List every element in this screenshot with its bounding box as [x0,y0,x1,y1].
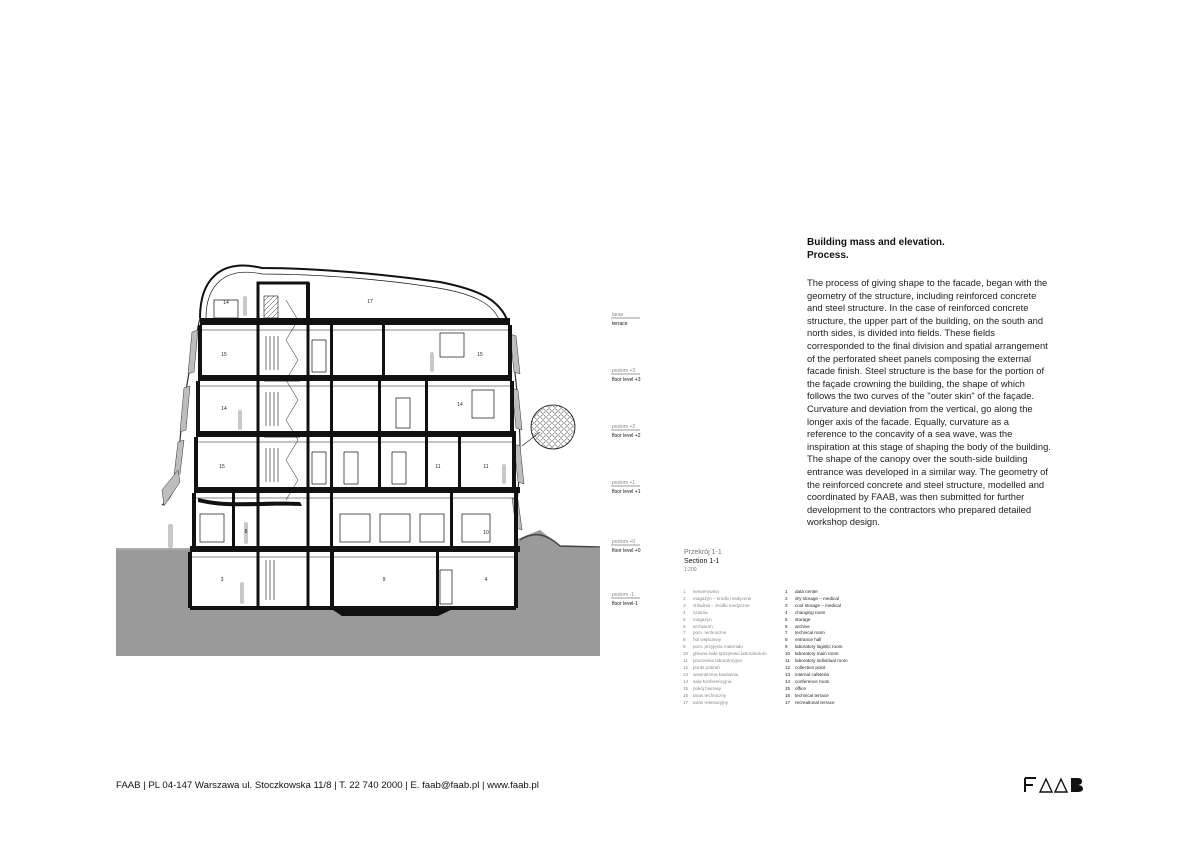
svg-text:floor level +2: floor level +2 [612,433,641,439]
legend-item: 12 collection point [785,664,826,670]
heading-line-2: Process. [807,250,849,261]
svg-text:poziom -1: poziom -1 [612,592,634,598]
legend-polish [683,589,767,706]
legend-item: 2 magazyn – środki medyczne [683,595,752,601]
section-title-en: Section 1-1 [684,558,720,565]
room-label: 14 [221,406,227,412]
perforation-detail [531,405,575,449]
room-label: 8 [244,529,248,535]
legend-item: 1 serwerownia [683,589,719,594]
legend-item: 6 archiwum [683,623,713,629]
room-label: 9 [382,577,386,583]
svg-text:taras: taras [612,312,624,318]
room-label: 15 [477,352,483,358]
room-label: 15 [219,464,225,470]
svg-text:floor level +1: floor level +1 [612,489,641,495]
floor-slabs [190,318,520,552]
heading [807,236,1067,262]
legend-item: 13 internal cafeteria [785,671,829,677]
legend-item: 4 szatnia [683,609,708,615]
legend-item: 7 pom. techniczne [683,630,727,636]
level-marker-plus3 [611,368,641,383]
svg-text:terrace: terrace [612,321,628,327]
internal-walls [232,283,461,608]
svg-text:floor level +0: floor level +0 [612,548,641,554]
svg-text:floor level +3: floor level +3 [612,377,641,383]
legend-item: 3 chłodnia – środki medyczne [683,602,750,608]
svg-text:poziom +0: poziom +0 [612,539,636,545]
people-figures [168,296,506,604]
level-marker-plus2 [611,424,641,439]
footer-contact: FAAB | PL 04-147 Warszawa ul. Stoczkowska 11/8 | T. 22 740 2000 | E. faab@faab.pl | www.faab.pl [116,780,539,791]
legend-item: 7 technical room [785,630,825,636]
legend-item: 16 taras techniczny [683,692,727,698]
legend-item: 1 data center [785,589,818,594]
legend-item: 9 pom. przyjęcia materiału [683,644,743,650]
room-label: 11 [483,464,489,470]
legend-item: 5 storage [785,616,811,622]
ceiling-lines [192,330,514,557]
room-numbers [219,299,489,583]
svg-text:poziom +2: poziom +2 [612,424,636,430]
legend-item: 17 taras rekreacyjny [683,699,728,705]
foundation [330,608,455,616]
description-text: The process of giving shape to the facade, began with the geometry of the structure, including reinforced concrete and steel structure. In the case of reinforced concrete structure, the upper part of the building, on the south and north sides, is divided into fields. These fields corresponded to the final division and spatial arrangement of the perforated sheet panels composing the external facade finish. Steel structure is the base for the portion of the façade crowning the building, the shape of which follows the two curves of the "outer skin" of the façade. Curvature and deviation from the vertical, go along the longer axis of the facade. Equally, curvature as a reference to the concavity of a sea wave, was the inspiration at this stage of shaping the body of the building. The shape of the canopy over the south-side building entrance was developed in a similar way. The geometry of the reinforced concrete and steel structure, modelled and coordinated by FAAB, was then submitted for further development to the contractors who prepared detailed workshop design. [807,277,1051,528]
legend-item: 3 cool storage – medical [785,602,841,608]
legend-item: 10 laboratory main room [785,651,839,657]
legend-item: 15 office [785,685,806,691]
legend-item: 10 główna hala sprzętowa laboratorium [683,651,767,657]
svg-text:floor level-1: floor level-1 [612,601,638,607]
legend-item: 9 laboratory logistic room [785,644,843,650]
legend-item: 2 dry storage – medical [785,595,839,601]
legend-item: 8 entrance hall [785,637,822,643]
legend-item: 17 recreational terrace [785,699,835,705]
legend-item: 14 conference room [785,678,830,684]
svg-text:poziom +3: poziom +3 [612,368,636,374]
stair-core [258,283,308,608]
room-label: 4 [484,577,488,583]
section-title [684,548,722,575]
level-markers [611,312,641,607]
legend-english [785,589,848,706]
legend-item: 11 laboratory individual room [785,658,848,664]
legend-item: 13 wewnętrzna kawiarnia [683,671,739,677]
legend-item: 15 pokój biurowy [683,685,722,691]
outer-walls [188,325,518,608]
legend-item: 14 sala konferencyjna [683,678,732,684]
legend-item: 8 hol wejściowy [683,637,722,643]
legend-item: 12 punkt pobrań [683,664,720,670]
room-label: 3 [220,577,224,583]
room-label: 17 [367,299,373,305]
faab-logo [1024,776,1084,794]
heading-line-1: Building mass and elevation. [807,237,945,248]
room-label: 14 [457,402,463,408]
openings [200,300,494,604]
level-marker-plus1 [611,480,641,495]
legend-item: 6 archive [785,623,810,629]
legend-item: 4 changing room [785,609,826,615]
room-label: 11 [435,464,441,470]
room-label: 15 [221,352,227,358]
level-marker-zero [611,539,641,554]
room-label: 14 [223,300,229,306]
legend-item: 5 magazyn [683,616,712,622]
section-title-pl: Przekrój 1-1 [684,549,722,556]
level-marker-minus1 [611,592,640,607]
roof-shell-inner [206,272,500,322]
legend-item: 16 technical terrace [785,692,829,698]
room-label: 10 [483,530,489,536]
section-scale: 1:200 [684,567,697,573]
legend-item: 11 pracownia laboratoryjna [683,658,742,664]
level-marker-terrace [611,312,640,327]
svg-text:poziom +1: poziom +1 [612,480,636,486]
facade-panels-left [162,330,198,506]
